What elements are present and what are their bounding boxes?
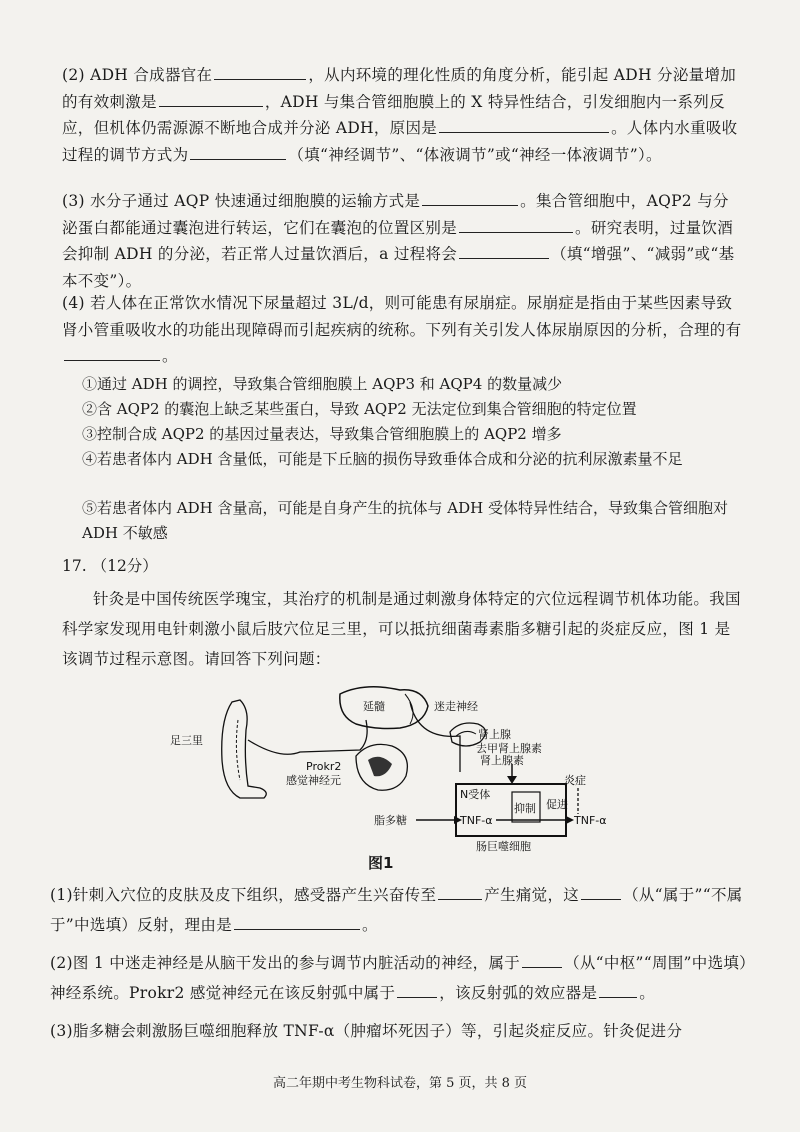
answer-blank[interactable] <box>599 981 637 998</box>
leg-bone <box>236 720 240 780</box>
option-1: ①通过 ADH 的调控，导致集合管细胞膜上 AQP3 和 AQP4 的数量减少 <box>82 375 563 393</box>
label-qujia: 去甲肾上腺素 <box>476 742 542 755</box>
arrow-head <box>507 776 517 784</box>
answer-blank[interactable] <box>439 116 609 133</box>
option-4: ④若患者体内 ADH 含量低，可能是下丘脑的损伤导致垂体合成和分泌的抗利尿激素量不足 <box>82 450 683 468</box>
q16-part4: (4) 若人体在正常饮水情况下尿量超过 3L/d，则可能患有尿崩症。尿崩症是指由于某些因素导致肾小管重吸收水的功能出现障碍而引起疾病的统称。下列有关引发人体尿崩原因的分析，合理的有。 <box>62 294 742 365</box>
sensory-nerve <box>248 720 367 754</box>
label-zusanli: 足三里 <box>170 734 203 747</box>
gray-matter <box>368 757 392 776</box>
page-footer: 高二年期中考生物科试卷，第 5 页，共 8 页 <box>272 1076 528 1091</box>
label-mizou: 迷走神经 <box>434 700 478 713</box>
answer-blank[interactable] <box>581 883 621 900</box>
label-yizhi: 抑制 <box>514 802 536 815</box>
label-shenshangxian: 肾上腺 <box>478 728 511 741</box>
label-yanzheng: 炎症 <box>564 774 586 787</box>
leg-outline <box>222 700 267 798</box>
answer-blank[interactable] <box>397 981 437 998</box>
answer-blank[interactable] <box>522 951 562 968</box>
label-jujushi: 肠巨噬细胞 <box>476 840 531 853</box>
label-prokr2: Prokr2 <box>306 760 342 773</box>
answer-blank[interactable] <box>422 189 518 206</box>
label-tnf-out: TNF-α <box>574 814 607 827</box>
label-nshouti: N受体 <box>460 788 491 801</box>
label-yanmian: 延髓 <box>363 700 385 713</box>
figure-1-diagram <box>160 680 630 860</box>
option-5: ⑤若患者体内 ADH 含量高，可能是自身产生的抗体与 ADH 受体特异性结合，导致集合管细胞对 ADH 不敏感 <box>82 499 728 542</box>
q17-part3: (3)脂多糖会刺激肠巨噬细胞释放 TNF-α（肿瘤坏死因子）等，引起炎症反应。针灸促进分 <box>50 1022 683 1040</box>
label-shensu: 肾上腺素 <box>480 754 524 767</box>
arrow-head <box>566 816 574 824</box>
answer-blank[interactable] <box>459 216 573 233</box>
answer-blank[interactable] <box>159 90 263 107</box>
figure-caption: 图1 <box>368 854 394 872</box>
answer-blank[interactable] <box>190 143 286 160</box>
label-zhiduotang: 脂多糖 <box>374 814 407 827</box>
q16-part3: (3) 水分子通过 AQP 快速通过细胞膜的运输方式是 。集合管细胞中，AQP2 与分泌蛋白都能通过囊泡进行转运，它们在囊泡的位置区别是 。研究表明，过量饮酒会抑制 ADH 的分泌，若正常人过量饮酒后，a 过程将会 （填“增强”、“减弱”或“基本不变”）。 <box>62 188 742 294</box>
option-3: ③控制合成 AQP2 的基因过量表达，导致集合管细胞膜上的 AQP2 增多 <box>82 425 562 443</box>
option-2: ②含 AQP2 的囊泡上缺乏某些蛋白，导致 AQP2 无法定位到集合管细胞的特定位置 <box>82 400 637 418</box>
q16-part2: (2) ADH 合成器官在 ，从内环境的理化性质的角度分析，能引起 ADH 分泌量增加的有效刺激是 ，ADH 与集合管细胞膜上的 X 特异性结合，引发细胞内一系列反应，但机体仍需源源不断地合成并分泌 ADH，原因是 。人体内水重吸收过程的调节方式为 （填“神经调节”、“体液调节”或“神经一体液调节”）。 <box>62 62 742 168</box>
q17-header: 17. （12分） <box>62 557 158 575</box>
label-cujin: 促进 <box>546 798 568 811</box>
answer-blank[interactable] <box>214 63 306 80</box>
adrenal-detail <box>456 731 476 736</box>
answer-blank[interactable] <box>459 242 549 259</box>
answer-blank[interactable] <box>64 344 160 361</box>
answer-blank[interactable] <box>234 913 360 930</box>
q17-part1: (1)针刺入穴位的皮肤及皮下组织，感受器产生兴奋传至 产生痛觉，这 （从“属于”“不属于”中选填）反射，理由是 。 <box>50 880 750 940</box>
label-tnf-in: TNF-α <box>460 814 493 827</box>
q17-intro: 针灸是中国传统医学瑰宝，其治疗的机制是通过刺激身体特定的穴位远程调节机体功能。我国科学家发现用电针刺激小鼠后肢穴位足三里，可以抵抗细菌毒素脂多糖引起的炎症反应，图 1 是该调节过程示意图。请回答下列问题： <box>62 590 741 668</box>
label-ganjue: 感觉神经元 <box>286 774 341 787</box>
answer-blank[interactable] <box>438 883 482 900</box>
q17-part2: (2)图 1 中迷走神经是从脑干发出的参与调节内脏活动的神经，属于 （从“中枢”“周围”中选填）神经系统。Prokr2 感觉神经元在该反射弧中属于 ，该反射弧的效应器是 。 <box>50 948 750 1008</box>
